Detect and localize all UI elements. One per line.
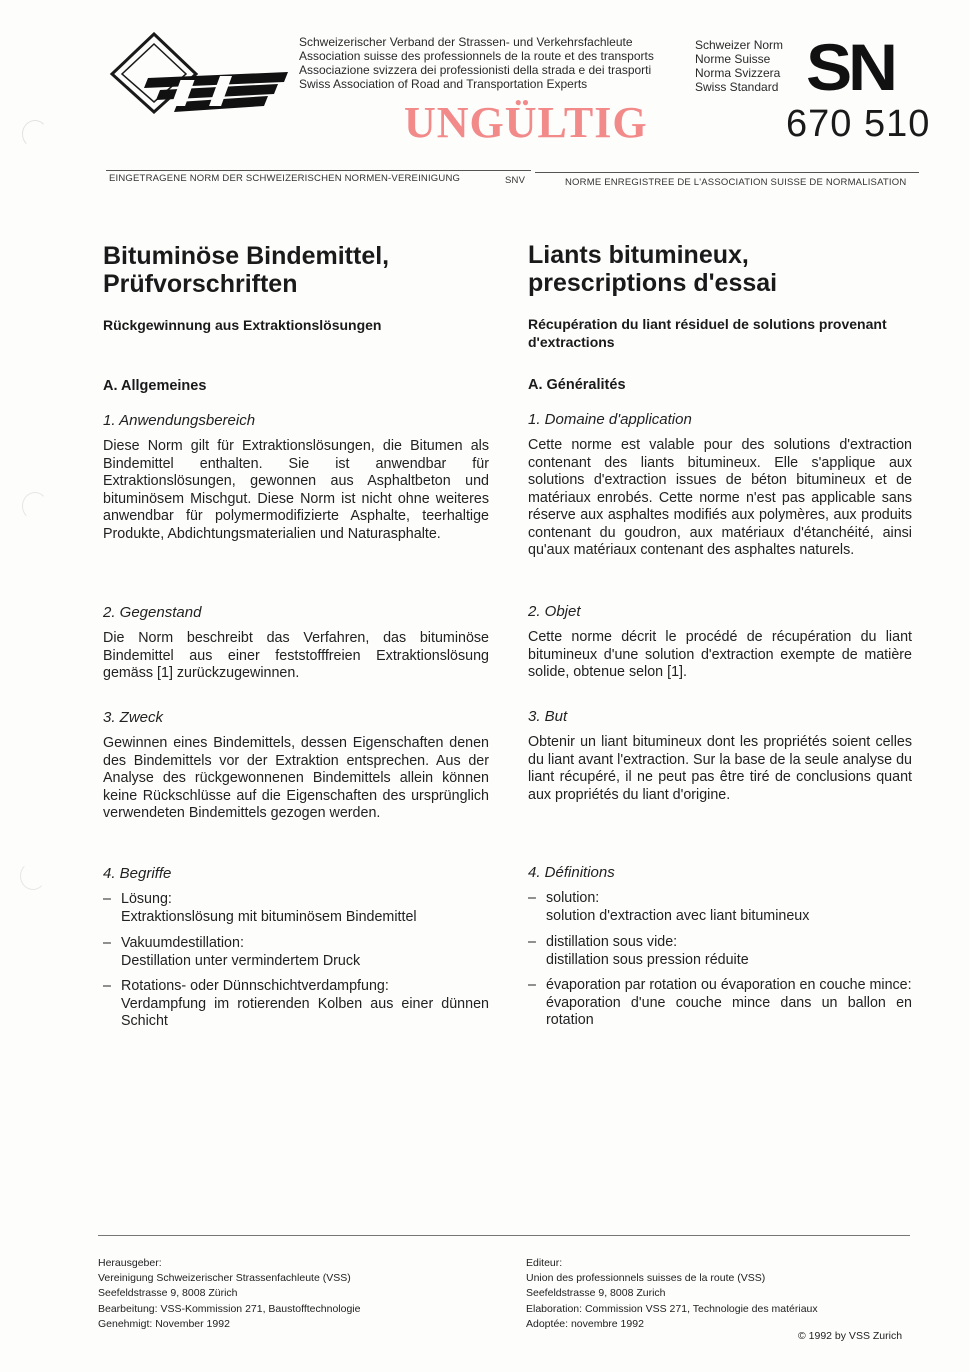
dash: – [103, 891, 111, 907]
scope-heading: 1. Anwendungsbereich [103, 412, 256, 429]
title-line-2: Prüfvorschriften [103, 270, 298, 298]
term-item [528, 934, 912, 969]
dash: – [528, 977, 536, 993]
scope-text: Diese Norm gilt für Extraktionslösungen, die Bitumen als Bindemittel enthalten. Sie ist anwendbar für Extraktionslösungen, gewonnen aus Asphaltbeton und bituminösem Mischgut. Diese Norm ist nicht ohne weiteres anwendbar für polymermodifizierte Asphalte, teerhaltige Produkte, Abdichtungsmaterialien und Naturasphalte. [103, 438, 489, 542]
association-name-it: Associazione svizzera dei professionisti della strada e dei trasporti [299, 63, 652, 77]
purpose-heading: 3. But [528, 708, 568, 725]
publisher-name: Vereinigung Schweizerischer Strassenfachleute (VSS) [98, 1272, 351, 1285]
definitions-heading: 4. Définitions [528, 864, 615, 881]
publisher-address: Seefeldstrasse 9, 8008 Zurich [526, 1287, 666, 1300]
margin-mark [22, 492, 48, 520]
editing-committee: Elaboration: Commission VSS 271, Technologie des matériaux [526, 1302, 818, 1315]
footer-rule [98, 1235, 910, 1236]
standard-type-it: Norma Svizzera [695, 66, 781, 80]
approval-date: Genehmigt: November 1992 [98, 1317, 230, 1330]
section-a-heading: A. Allgemeines [103, 378, 207, 394]
standard-type-en: Swiss Standard [695, 80, 779, 94]
column-french [528, 0, 914, 1200]
purpose-heading: 3. Zweck [103, 709, 164, 726]
approval-date: Adoptée: novembre 1992 [526, 1317, 644, 1330]
terms-heading: 4. Begriffe [103, 865, 172, 882]
norm-number: 670 510 [786, 103, 931, 145]
association-name-fr: Association suisse des professionnels de la route et des transports [299, 49, 654, 63]
registration-de: EINGETRAGENE NORM DER SCHWEIZERISCHEN NORMEN-VEREINIGUNG [109, 173, 461, 184]
term-item [103, 935, 489, 970]
subject-text: Die Norm beschreibt das Verfahren, das bituminöse Bindemittel aus einer feststofffreien Extraktionslösung gemäss [1] zurückzugewinnen. [103, 630, 489, 681]
footer-publisher-fr [526, 1256, 818, 1332]
invalid-stamp: UNGÜLTIG [404, 98, 648, 147]
term-item [528, 977, 912, 1030]
footer-publisher-de [98, 1256, 360, 1332]
subtitle: Rückgewinnung aus Extraktionslösungen [103, 317, 382, 333]
column-german [103, 0, 489, 1200]
term-name: distillation sous vide: [546, 934, 678, 950]
scope-text: Cette norme est valable pour des solutions d'extraction contenant des liants bitumineux. Elle s'applique aux solutions d'extraction issues de béton bitumineux et de matériaux enrobés. Cette norme n'est pas applicable sans réserve aux asphaltes modifiés aux polymères, aux produits contenant du goudron, aux matériaux d'étanchéité, ainsi qu'aux matériaux contenant des asphaltes naturels. [528, 437, 912, 558]
association-name-en: Swiss Association of Road and Transportation Experts [299, 77, 588, 91]
term-definition: solution d'extraction avec liant bitumineux [546, 907, 810, 924]
title-line-1: Liants bitumineux, [528, 241, 749, 269]
dash: – [103, 935, 111, 951]
standard-type-fr: Norme Suisse [695, 52, 771, 66]
copyright: © 1992 by VSS Zurich [798, 1330, 903, 1342]
purpose-text: Gewinnen eines Bindemittels, dessen Eigenschaften denen des Bindemittels vor der Extraktion entsprechen. Aus der Analyse des rückgewonnenen Bindemittels allein können keine Rückschlüsse auf die Eigenschaften des ursprünglich verwendeten Bindemittels gezogen werden. [103, 735, 489, 821]
registration-snv: SNV [505, 175, 526, 186]
term-name: Rotations- oder Dünnschichtverdampfung: [121, 978, 389, 994]
publisher-name: Union des professionnels suisses de la route (VSS) [526, 1272, 766, 1285]
margin-mark [22, 120, 48, 148]
purpose-text: Obtenir un liant bitumineux dont les propriétés soient celles du liant avant l'extraction. Sur la base de la seule analyse du liant récupéré, il ne peut pas être tiré de conclusions quant aux propriétés du liant d'origine. [528, 734, 912, 803]
title-line-1: Bituminöse Bindemittel, [103, 242, 390, 270]
term-name: Vakuumdestillation: [121, 935, 244, 951]
standard-type-de: Schweizer Norm [695, 38, 784, 52]
term-name: Lösung: [121, 891, 172, 907]
term-definition: évaporation d'une couche mince dans un ballon en rotation [546, 994, 912, 1028]
term-item [103, 978, 489, 1031]
margin-mark [20, 862, 46, 890]
term-definition: Destillation unter vermindertem Druck [121, 952, 361, 969]
publisher-label: Editeur: [526, 1257, 563, 1269]
scope-heading: 1. Domaine d'application [528, 411, 692, 428]
term-definition: distillation sous pression réduite [546, 951, 749, 968]
term-item [103, 891, 489, 926]
dash: – [528, 890, 536, 906]
publisher-address: Seefeldstrasse 9, 8008 Zürich [98, 1287, 238, 1300]
term-definition: Extraktionslösung mit bituminösem Bindemittel [121, 908, 417, 925]
editing-committee: Bearbeitung: VSS-Kommission 271, Baustofftechnologie [98, 1302, 361, 1315]
title-line-2: prescriptions d'essai [528, 269, 778, 297]
publisher-label: Herausgeber: [98, 1257, 162, 1269]
subject-text: Cette norme décrit le procédé de récupération du liant bitumineux d'une solution d'extraction exempte de matière solide, obtenue selon [1]. [528, 629, 912, 680]
association-name-de: Schweizerischer Verband der Strassen- und Verkehrsfachleute [299, 35, 633, 49]
term-definition: Verdampfung im rotierenden Kolben aus einer dünnen Schicht [121, 995, 489, 1029]
subject-heading: 2. Gegenstand [103, 604, 202, 621]
term-name: solution: [546, 890, 600, 906]
sn-logo: SN [806, 30, 894, 104]
term-item [528, 890, 912, 925]
dash: – [103, 978, 111, 994]
registration-fr: NORME ENREGISTREE DE L'ASSOCIATION SUISSE DE NORMALISATION [565, 177, 907, 188]
section-a-heading: A. Généralités [528, 377, 626, 393]
subtitle: Récupération du liant résiduel de solutions provenant d'extractions [528, 316, 887, 350]
term-name: évaporation par rotation ou évaporation en couche mince: [546, 977, 912, 993]
subject-heading: 2. Objet [528, 603, 581, 620]
dash: – [528, 934, 536, 950]
